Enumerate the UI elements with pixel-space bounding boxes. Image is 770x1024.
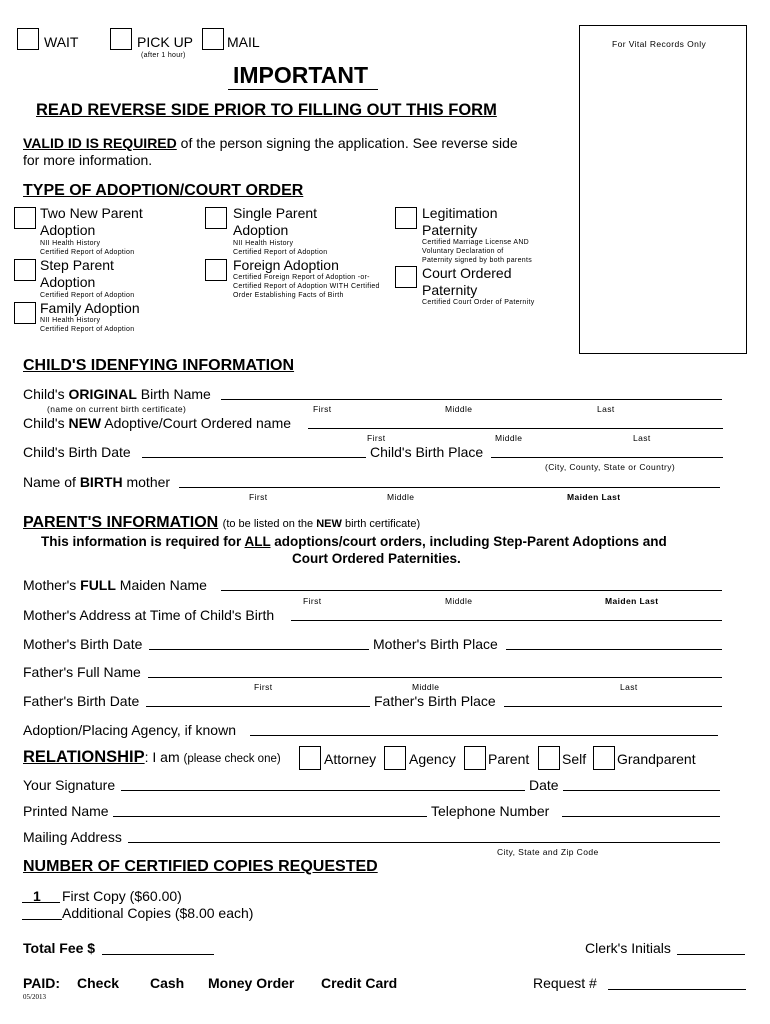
mother-birth-place-field[interactable] (506, 649, 722, 650)
family-adoption-note2: Certified Report of Adoption (40, 326, 135, 333)
mother-first: First (303, 596, 322, 606)
step-parent-checkbox[interactable] (14, 259, 36, 281)
self-option-label: Self (562, 751, 587, 767)
form-date: 05/2013 (23, 993, 46, 1001)
child-original-last: Last (597, 404, 615, 414)
mother-address-label: Mother's Address at Time of Child's Birth (23, 607, 275, 623)
relationship-line (23, 748, 281, 767)
child-original-name-field[interactable] (221, 399, 722, 400)
relationship-check-one: (please check one) (183, 753, 281, 765)
foreign-adoption-note2: Certified Report of Adoption WITH Certified (233, 283, 380, 290)
two-new-parent-note2: Certified Report of Adoption (40, 249, 135, 256)
child-new-middle: Middle (495, 433, 523, 443)
parent-option-label: Parent (488, 751, 530, 767)
legitimation-checkbox[interactable] (395, 207, 417, 229)
family-adoption-label1: Family Adoption (40, 300, 140, 316)
single-parent-note2: Certified Report of Adoption (233, 249, 328, 256)
child-birth-date-field[interactable] (142, 457, 366, 458)
parent-info-heading: PARENT'S INFORMATION (23, 514, 219, 531)
parent-req-pre: This information is required for (41, 534, 245, 549)
court-ordered-label1: Court Ordered (422, 265, 512, 281)
request-field[interactable] (608, 989, 746, 990)
mother-address-field[interactable] (291, 620, 722, 621)
parent-checkbox[interactable] (464, 746, 486, 770)
mother-full-bold: FULL (80, 577, 116, 593)
birth-mother-post: mother (122, 474, 171, 490)
mail-label: MAIL (227, 34, 260, 50)
birth-mother-first: First (249, 492, 268, 502)
court-ordered-checkbox[interactable] (395, 266, 417, 288)
child-birth-date-label: Child's Birth Date (23, 444, 131, 460)
printed-name-field[interactable] (113, 816, 427, 817)
date-field[interactable] (563, 790, 720, 791)
pickup-note: (after 1 hour) (141, 52, 186, 59)
request-label: Request # (533, 975, 597, 991)
mother-full-post: Maiden Name (115, 577, 207, 593)
mother-full-name-field[interactable] (221, 590, 722, 591)
child-original-name-label (23, 386, 211, 402)
paid-check: Check (77, 975, 120, 991)
total-fee-label: Total Fee $ (23, 940, 96, 956)
vital-records-box (579, 25, 747, 354)
step-parent-label2: Adoption (40, 274, 96, 290)
two-new-parent-checkbox[interactable] (14, 207, 36, 229)
clerks-initials-label: Clerk's Initials (585, 940, 671, 956)
important-underline (228, 89, 378, 90)
parent-req-post: adoptions/court orders, including Step-Parent Adoptions and (270, 534, 667, 549)
valid-id-line2: for more information. (23, 152, 153, 168)
child-original-bold: ORIGINAL (68, 386, 137, 402)
child-new-first: First (367, 433, 386, 443)
mailing-address-field[interactable] (128, 842, 720, 843)
child-original-note: (name on current birth certificate) (47, 404, 187, 414)
parent-info-heading-line (23, 514, 420, 532)
foreign-adoption-label1: Foreign Adoption (233, 257, 339, 273)
birth-mother-maiden-last: Maiden Last (567, 492, 621, 502)
single-parent-label1: Single Parent (233, 205, 318, 221)
valid-id-line (23, 135, 518, 151)
mailing-address-label: Mailing Address (23, 829, 122, 845)
mother-middle: Middle (445, 596, 473, 606)
family-adoption-note1: NII Health History (40, 317, 101, 324)
father-birth-place-field[interactable] (504, 706, 722, 707)
step-parent-label1: Step Parent (40, 257, 114, 273)
mother-birth-date-field[interactable] (149, 649, 369, 650)
agency-checkbox[interactable] (384, 746, 406, 770)
pickup-label: PICK UP (137, 34, 194, 50)
agency-option-label: Agency (409, 751, 456, 767)
pickup-checkbox[interactable] (110, 28, 132, 50)
attorney-label: Attorney (324, 751, 377, 767)
birth-mother-label (23, 474, 170, 490)
adoption-type-heading: TYPE OF ADOPTION/COURT ORDER (23, 182, 304, 199)
grandparent-checkbox[interactable] (593, 746, 615, 770)
child-new-bold: NEW (68, 415, 102, 431)
copies-heading: NUMBER OF CERTIFIED COPIES REQUESTED (23, 858, 378, 875)
mother-maiden-last: Maiden Last (605, 596, 659, 606)
total-fee-field[interactable] (102, 954, 214, 955)
single-parent-checkbox[interactable] (205, 207, 227, 229)
father-birth-date-label: Father's Birth Date (23, 693, 140, 709)
your-signature-label: Your Signature (23, 777, 116, 793)
relationship-iam: : I am (144, 749, 184, 765)
foreign-adoption-note1: Certified Foreign Report of Adoption -or- (233, 274, 370, 281)
father-middle: Middle (412, 682, 440, 692)
parent-note-bold: NEW (316, 518, 342, 530)
additional-copies-label: Additional Copies ($8.00 each) (62, 905, 254, 921)
child-new-post: Adoptive/Court Ordered name (101, 415, 292, 431)
paid-money-order: Money Order (208, 975, 295, 991)
child-new-pre: Child's (23, 415, 69, 431)
parent-required-line2: Court Ordered Paternities. (292, 551, 461, 566)
agency-label: Adoption/Placing Agency, if known (23, 722, 236, 738)
child-original-middle: Middle (445, 404, 473, 414)
parent-info-note (223, 518, 420, 530)
two-new-parent-label2: Adoption (40, 222, 96, 238)
valid-id-bold: VALID ID IS REQUIRED (23, 135, 177, 151)
foreign-adoption-note3: Order Establishing Facts of Birth (233, 292, 344, 299)
child-new-name-field[interactable] (308, 428, 723, 429)
birth-mother-pre: Name of (23, 474, 80, 490)
wait-checkbox[interactable] (17, 28, 39, 50)
parent-req-all: ALL (244, 534, 271, 549)
mail-checkbox[interactable] (202, 28, 224, 50)
read-reverse-heading: READ REVERSE SIDE PRIOR TO FILLING OUT THIS FORM (36, 101, 497, 119)
child-original-pre: Child's (23, 386, 69, 402)
single-parent-label2: Adoption (233, 222, 289, 238)
mailing-address-note: City, State and Zip Code (497, 847, 599, 857)
child-original-first: First (313, 404, 332, 414)
parent-required-line1 (41, 534, 667, 549)
mother-birth-place-label: Mother's Birth Place (373, 636, 498, 652)
legitimation-note2: Voluntary Declaration of (422, 248, 504, 255)
parent-note-post: birth certificate) (341, 518, 421, 530)
paid-credit-card: Credit Card (321, 975, 398, 991)
court-ordered-note1: Certified Court Order of Paternity (422, 299, 535, 306)
date-label: Date (529, 777, 559, 793)
first-copy-label: First Copy ($60.00) (62, 888, 182, 904)
telephone-field[interactable] (562, 816, 720, 817)
court-ordered-label2: Paternity (422, 282, 478, 298)
vital-records-label: For Vital Records Only (612, 39, 707, 49)
father-last: Last (620, 682, 638, 692)
two-new-parent-label1: Two New Parent (40, 205, 143, 221)
foreign-adoption-checkbox[interactable] (205, 259, 227, 281)
mother-full-name-label (23, 577, 207, 593)
child-new-last: Last (633, 433, 651, 443)
wait-label: WAIT (44, 34, 79, 50)
father-birth-place-label: Father's Birth Place (374, 693, 496, 709)
single-parent-note1: NII Health History (233, 240, 294, 247)
paid-label: PAID: (23, 975, 61, 991)
legitimation-label2: Paternity (422, 222, 478, 238)
relationship-label: RELATIONSHIP (23, 748, 145, 766)
birth-mother-middle: Middle (387, 492, 415, 502)
family-adoption-checkbox[interactable] (14, 302, 36, 324)
legitimation-note3: Paternity signed by both parents (422, 257, 532, 264)
legitimation-note1: Certified Marriage License AND (422, 239, 530, 246)
mother-birth-date-label: Mother's Birth Date (23, 636, 143, 652)
father-first: First (254, 682, 273, 692)
step-parent-note1: Certified Report of Adoption (40, 292, 135, 299)
parent-note-pre: (to be listed on the (222, 518, 317, 530)
father-birth-date-field[interactable] (146, 706, 370, 707)
child-info-heading: CHILD'S IDENFYING INFORMATION (23, 357, 295, 374)
your-signature-field[interactable] (121, 790, 525, 791)
child-birth-place-label: Child's Birth Place (370, 444, 484, 460)
child-original-post: Birth Name (136, 386, 211, 402)
important-title: IMPORTANT (233, 62, 369, 88)
legitimation-label1: Legitimation (422, 205, 498, 221)
first-copy-field[interactable] (22, 902, 60, 903)
paid-cash: Cash (150, 975, 185, 991)
birth-mother-bold: BIRTH (79, 474, 123, 490)
two-new-parent-note1: NII Health History (40, 240, 101, 247)
valid-id-rest: of the person signing the application. See reverse side (176, 135, 518, 151)
father-full-name-field[interactable] (148, 677, 722, 678)
first-copy-count: 1 (33, 888, 41, 904)
father-full-name-label: Father's Full Name (23, 664, 141, 680)
birth-mother-field[interactable] (179, 487, 720, 488)
printed-name-label: Printed Name (23, 803, 109, 819)
attorney-checkbox[interactable] (299, 746, 321, 770)
self-checkbox[interactable] (538, 746, 560, 770)
telephone-label: Telephone Number (431, 803, 550, 819)
grandparent-option-label: Grandparent (617, 751, 696, 767)
child-birth-place-field[interactable] (491, 457, 723, 458)
child-birth-place-note: (City, County, State or Country) (545, 462, 676, 472)
child-new-name-label (23, 415, 291, 431)
additional-copies-field[interactable] (22, 919, 62, 920)
agency-field[interactable] (250, 735, 718, 736)
clerks-initials-field[interactable] (677, 954, 745, 955)
mother-full-pre: Mother's (23, 577, 81, 593)
